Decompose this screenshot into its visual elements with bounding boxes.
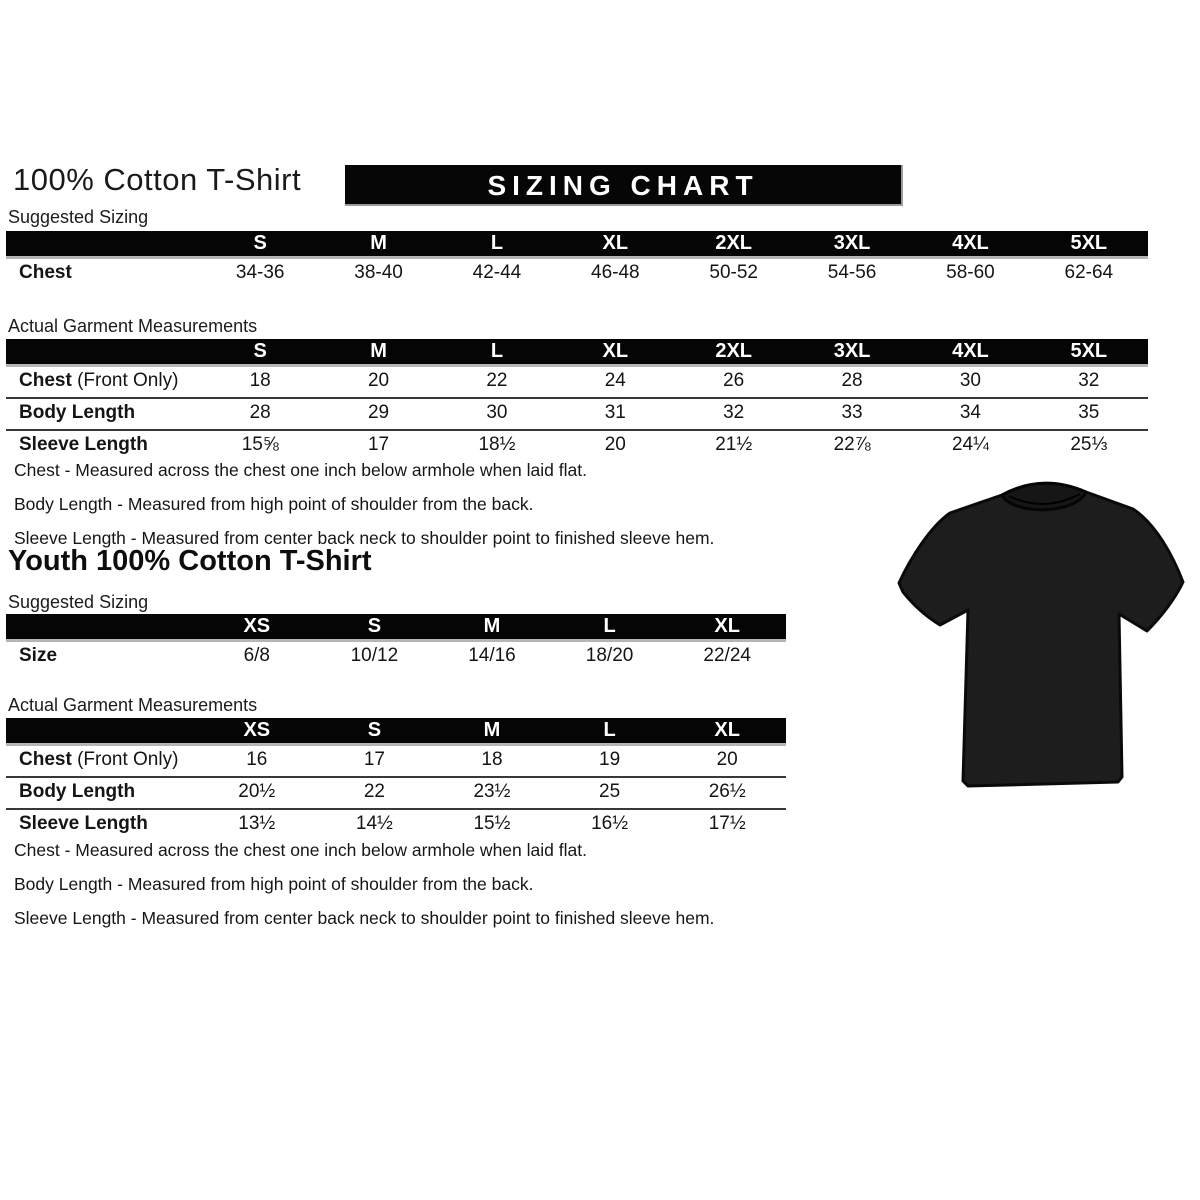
measurement-value: 33 <box>793 398 911 430</box>
measurement-value: 62-64 <box>1064 261 1114 283</box>
row-label: Chest (Front Only) <box>19 748 179 770</box>
row-label: Body Length <box>6 398 201 430</box>
size-column-header: XL <box>668 718 786 744</box>
measurement-value: 20 <box>556 430 674 461</box>
note-chest: Chest - Measured across the chest one inch below armhole when laid flat. <box>14 840 587 860</box>
size-column-header: XL <box>556 231 674 257</box>
measurement-value: 16½ <box>551 809 669 840</box>
row-label: Sleeve Length <box>6 430 201 461</box>
measurement-value: 17 <box>363 748 385 770</box>
measurement-row <box>6 430 1148 461</box>
measurement-value: 26½ <box>668 777 786 809</box>
measurement-value: 26 <box>723 369 745 391</box>
row-label: Size <box>19 644 58 666</box>
measurement-value: 42-44 <box>472 261 522 283</box>
page-title: 100% Cotton T-Shirt <box>13 162 302 197</box>
size-column-header: S <box>316 718 434 744</box>
measurement-row <box>6 744 786 777</box>
measurement-value: 6/8 <box>243 644 270 666</box>
tshirt-product-image <box>888 463 1200 815</box>
size-column-header: 4XL <box>911 231 1029 257</box>
youth-measurement-notes <box>14 840 814 942</box>
size-column-header: S <box>201 339 319 365</box>
size-column-header: L <box>438 339 556 365</box>
measurement-value: 17 <box>319 430 437 461</box>
measurement-value: 20 <box>716 748 738 770</box>
note-chest: Chest - Measured across the chest one inch below armhole when laid flat. <box>14 460 587 480</box>
row-label: Body Length <box>6 777 198 809</box>
measurement-value: 22⅞ <box>793 430 911 461</box>
size-column-header: M <box>319 339 437 365</box>
measurement-value: 25⅓ <box>1030 430 1148 461</box>
measurement-value: 18 <box>249 369 271 391</box>
measurement-value: 28 <box>841 369 863 391</box>
measurement-value: 21½ <box>675 430 793 461</box>
size-column-header: M <box>433 718 551 744</box>
measurement-value: 31 <box>556 398 674 430</box>
note-body-length: Body Length - Measured from high point of shoulder from the back. <box>14 874 534 894</box>
measurement-value: 29 <box>319 398 437 430</box>
measurement-value: 34-36 <box>235 261 285 283</box>
measurement-value: 25 <box>551 777 669 809</box>
measurement-value: 28 <box>201 398 319 430</box>
size-column-header: XL <box>556 339 674 365</box>
size-column-header: 3XL <box>793 231 911 257</box>
measurement-row <box>6 398 1148 430</box>
row-label-header-spacer <box>6 718 198 744</box>
measurement-value: 54-56 <box>827 261 877 283</box>
measurement-value: 13½ <box>198 809 316 840</box>
adult-suggested-sizing-table <box>6 231 1148 289</box>
adult-suggested-sizing-label: Suggested Sizing <box>8 207 149 227</box>
row-label-header-spacer <box>6 231 201 257</box>
youth-actual-measurements-label: Actual Garment Measurements <box>8 695 258 715</box>
row-label: Sleeve Length <box>6 809 198 840</box>
measurement-value: 20 <box>367 369 390 391</box>
measurement-value: 17½ <box>668 809 786 840</box>
note-body-length: Body Length - Measured from high point of shoulder from the back. <box>14 494 534 514</box>
size-table <box>6 339 1148 461</box>
measurement-value: 22 <box>486 369 508 391</box>
row-label: Chest <box>19 261 72 283</box>
size-column-header: S <box>201 231 319 257</box>
measurement-value: 32 <box>675 398 793 430</box>
size-column-header: XS <box>198 718 316 744</box>
measurement-value: 38-40 <box>354 261 403 283</box>
note-sleeve-length: Sleeve Length - Measured from center back neck to shoulder point to finished sleeve hem. <box>14 908 715 928</box>
measurement-row <box>6 809 786 840</box>
size-column-header: XL <box>668 614 786 640</box>
size-column-header: 5XL <box>1030 231 1148 257</box>
measurement-row <box>6 777 786 809</box>
size-table <box>6 614 786 672</box>
adult-actual-measurements-label: Actual Garment Measurements <box>8 316 258 336</box>
black-tshirt-illustration <box>888 463 1200 815</box>
size-column-header: L <box>438 231 556 257</box>
measurement-value: 30 <box>438 398 556 430</box>
measurement-value: 18 <box>481 748 503 770</box>
measurement-value: 20½ <box>198 777 316 809</box>
size-column-header: 4XL <box>911 339 1029 365</box>
measurement-value: 58-60 <box>946 261 995 283</box>
measurement-value: 32 <box>1078 369 1100 391</box>
size-column-header: 3XL <box>793 339 911 365</box>
size-column-header: 2XL <box>675 339 793 365</box>
row-label-header-spacer <box>6 614 198 640</box>
size-column-header: L <box>551 718 669 744</box>
note-sleeve-length: Sleeve Length - Measured from center back neck to shoulder point to finished sleeve hem. <box>14 528 715 548</box>
measurement-value: 50-52 <box>709 261 758 283</box>
youth-actual-measurements-table <box>6 718 786 840</box>
size-column-header: S <box>316 614 434 640</box>
size-column-header: 5XL <box>1030 339 1148 365</box>
measurement-value: 18½ <box>438 430 556 461</box>
adult-actual-measurements-table <box>6 339 1148 461</box>
youth-section-title: Youth 100% Cotton T-Shirt <box>8 545 372 577</box>
measurement-value: 18/20 <box>585 644 634 666</box>
size-column-header: L <box>551 614 669 640</box>
size-table <box>6 231 1148 289</box>
size-table <box>6 718 786 840</box>
measurement-value: 14/16 <box>468 644 516 666</box>
measurement-value: 22 <box>316 777 434 809</box>
measurement-value: 24¼ <box>911 430 1029 461</box>
measurement-value: 34 <box>911 398 1029 430</box>
measurement-value: 19 <box>599 748 621 770</box>
size-column-header: M <box>433 614 551 640</box>
measurement-row <box>6 640 786 672</box>
size-column-header: M <box>319 231 437 257</box>
measurement-value: 15½ <box>433 809 551 840</box>
measurement-row <box>6 257 1148 289</box>
measurement-value: 30 <box>959 369 981 391</box>
measurement-value: 14½ <box>316 809 434 840</box>
sizing-chart-banner: SIZING CHART <box>345 165 903 206</box>
measurement-value: 16 <box>246 748 268 770</box>
measurement-value: 22/24 <box>703 644 751 666</box>
measurement-row <box>6 365 1148 398</box>
measurement-value: 15⅝ <box>201 430 319 461</box>
measurement-value: 46-48 <box>591 261 640 283</box>
measurement-value: 35 <box>1030 398 1148 430</box>
size-column-header: 2XL <box>675 231 793 257</box>
tshirt-body-shape <box>899 492 1183 786</box>
size-column-header: XS <box>198 614 316 640</box>
row-label-header-spacer <box>6 339 201 365</box>
row-label: Chest (Front Only) <box>19 369 179 391</box>
measurement-value: 10/12 <box>350 644 399 666</box>
measurement-value: 24 <box>604 369 626 391</box>
measurement-value: 23½ <box>433 777 551 809</box>
youth-suggested-sizing-table <box>6 614 786 672</box>
youth-suggested-sizing-label: Suggested Sizing <box>8 592 149 612</box>
